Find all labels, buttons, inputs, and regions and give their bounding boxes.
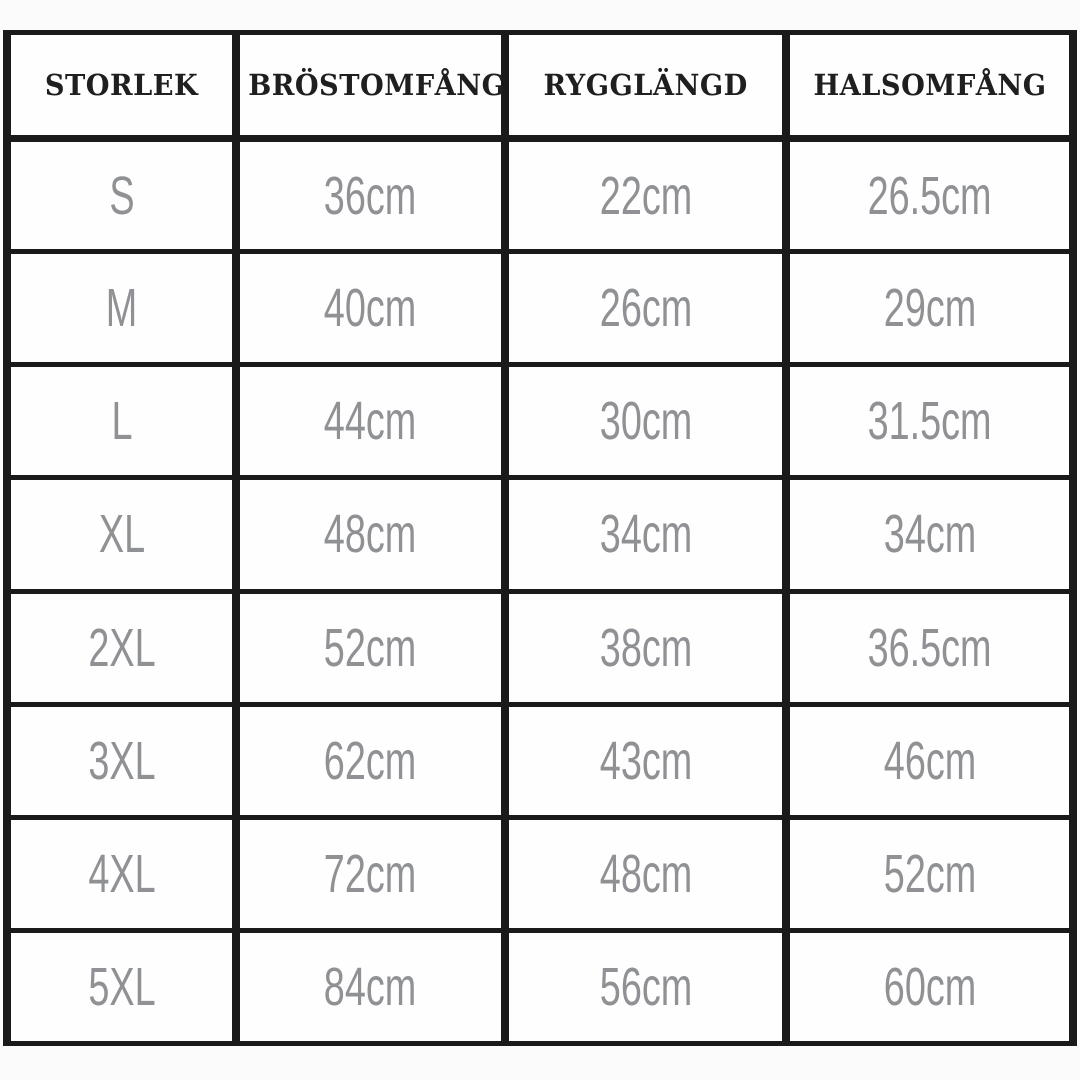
chest-cell	[236, 478, 505, 591]
back-length-cell	[505, 817, 786, 930]
chest-value: 40cm	[324, 278, 417, 339]
back-length-cell	[505, 591, 786, 704]
header-row	[7, 33, 1073, 139]
neck-cell	[786, 139, 1073, 252]
size-value: L	[111, 391, 133, 452]
size-chart-table	[3, 30, 1077, 1046]
chest-value: 48cm	[324, 504, 417, 565]
back-length-value: 43cm	[599, 730, 692, 791]
size-value: 2XL	[87, 617, 156, 678]
size-value: 3XL	[87, 730, 156, 791]
neck-cell	[786, 817, 1073, 930]
chest-cell	[236, 365, 505, 478]
neck-value: 34cm	[883, 504, 976, 565]
neck-cell	[786, 478, 1073, 591]
column-header-brostomfang	[236, 33, 505, 139]
size-cell	[7, 252, 236, 365]
column-header-label: RYGGLÄNGD	[543, 68, 748, 102]
neck-cell	[786, 930, 1073, 1043]
table-row-l	[7, 365, 1073, 478]
chest-value: 44cm	[324, 391, 417, 452]
table-row-4xl	[7, 817, 1073, 930]
chest-value: 84cm	[324, 956, 417, 1017]
back-length-value: 34cm	[599, 504, 692, 565]
neck-cell	[786, 365, 1073, 478]
neck-value: 31.5cm	[867, 391, 992, 452]
back-length-value: 56cm	[599, 956, 692, 1017]
size-cell	[7, 930, 236, 1043]
back-length-value: 38cm	[599, 617, 692, 678]
table-row-s	[7, 139, 1073, 252]
size-cell	[7, 478, 236, 591]
neck-value: 60cm	[883, 956, 976, 1017]
table-body	[7, 139, 1073, 1044]
chest-cell	[236, 591, 505, 704]
column-header-rygglangd	[505, 33, 786, 139]
chest-value: 52cm	[324, 617, 417, 678]
chest-cell	[236, 930, 505, 1043]
back-length-value: 22cm	[599, 165, 692, 226]
back-length-cell	[505, 478, 786, 591]
table-row-xl	[7, 478, 1073, 591]
chest-cell	[236, 139, 505, 252]
chest-value: 62cm	[324, 730, 417, 791]
table-row-m	[7, 252, 1073, 365]
back-length-value: 26cm	[599, 278, 692, 339]
neck-cell	[786, 591, 1073, 704]
chest-cell	[236, 252, 505, 365]
column-header-label: STORLEK	[44, 68, 199, 102]
neck-cell	[786, 252, 1073, 365]
back-length-cell	[505, 930, 786, 1043]
back-length-cell	[505, 139, 786, 252]
size-value: M	[105, 278, 138, 339]
back-length-value: 30cm	[599, 391, 692, 452]
neck-value: 52cm	[883, 843, 976, 904]
size-cell	[7, 704, 236, 817]
size-value: XL	[98, 504, 145, 565]
size-cell	[7, 817, 236, 930]
column-header-label: HALSOMFÅNG	[813, 68, 1047, 102]
column-header-halsomfang	[786, 33, 1073, 139]
table-header	[7, 33, 1073, 139]
table-row-3xl	[7, 704, 1073, 817]
chest-value: 36cm	[324, 165, 417, 226]
table-row-2xl	[7, 591, 1073, 704]
back-length-cell	[505, 252, 786, 365]
back-length-value: 48cm	[599, 843, 692, 904]
chest-cell	[236, 817, 505, 930]
neck-value: 26.5cm	[867, 165, 992, 226]
neck-value: 29cm	[883, 278, 976, 339]
size-value: 4XL	[87, 843, 156, 904]
size-cell	[7, 365, 236, 478]
size-cell	[7, 139, 236, 252]
back-length-cell	[505, 365, 786, 478]
size-cell	[7, 591, 236, 704]
neck-value: 46cm	[883, 730, 976, 791]
column-header-label: BRÖSTOMFÅNG	[248, 68, 506, 102]
chest-value: 72cm	[324, 843, 417, 904]
neck-cell	[786, 704, 1073, 817]
chest-cell	[236, 704, 505, 817]
size-value: S	[108, 165, 135, 226]
table-row-5xl	[7, 930, 1073, 1043]
column-header-storlek	[7, 33, 236, 139]
neck-value: 36.5cm	[867, 617, 992, 678]
size-value: 5XL	[87, 956, 156, 1017]
back-length-cell	[505, 704, 786, 817]
